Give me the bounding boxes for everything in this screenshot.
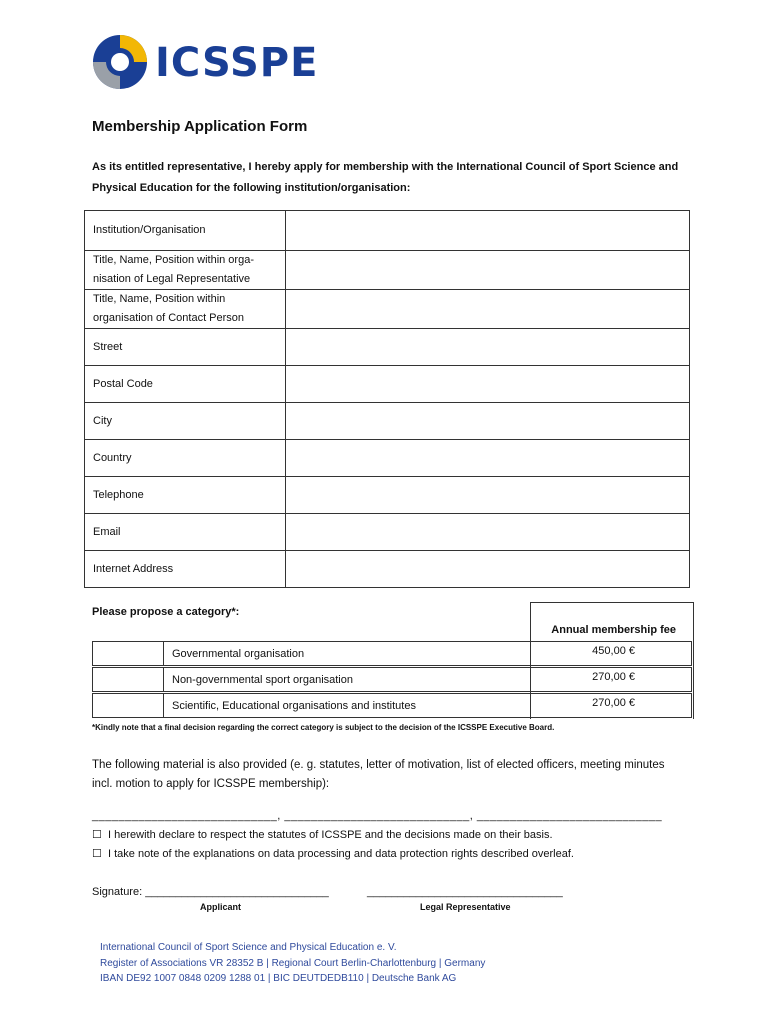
footer <box>100 940 485 987</box>
category-checkbox[interactable] <box>92 667 164 692</box>
field-label: Email <box>85 514 286 551</box>
table-row <box>85 211 690 251</box>
material-text: The following material is also provided (e. g. statutes, letter of motivation, list of elected officers, meeting minutes incl. motion to apply for ICSSPE membership): <box>92 759 665 790</box>
field-label: Title, Name, Position within organisation of Contact Person <box>85 290 286 329</box>
declaration-item <box>92 847 574 860</box>
declaration-checkbox[interactable]: ☐ <box>92 829 102 841</box>
field-label: City <box>85 403 286 440</box>
field-label: Telephone <box>85 477 286 514</box>
field-input[interactable] <box>286 329 690 366</box>
category-name: Governmental organisation <box>172 648 305 660</box>
declaration-checkbox[interactable]: ☐ <box>92 848 102 860</box>
table-row <box>85 551 690 588</box>
footer-line: Register of Associations VR 28352 B | Regional Court Berlin-Charlottenburg | Germany <box>100 957 486 969</box>
table-row <box>85 251 690 290</box>
category-note: *Kindly note that a final decision regarding the correct category is subject to the decision of the ICSSPE Executive Board. <box>92 723 555 732</box>
logo-text: ICSSPE <box>155 40 319 86</box>
field-label: Internet Address <box>85 551 286 588</box>
table-row <box>85 403 690 440</box>
footer-line: IBAN DE92 1007 0848 0209 1288 01 | BIC DEUTDEDB110 | Deutsche Bank AG <box>100 973 457 984</box>
field-input[interactable] <box>286 403 690 440</box>
field-input[interactable] <box>286 440 690 477</box>
category-name: Scientific, Educational organisations and institutes <box>172 700 416 712</box>
field-label: Street <box>85 329 286 366</box>
table-row <box>85 477 690 514</box>
table-row <box>85 290 690 329</box>
declaration-text: I herewith declare to respect the statutes of ICSSPE and the decisions made on their basis. <box>108 829 553 841</box>
legal-representative-caption: Legal Representative <box>420 902 511 912</box>
category-checkbox[interactable] <box>92 641 164 666</box>
intro-text: As its entitled representative, I hereby apply for membership with the International Council of Sport Science and Physical Education for the following institution/organisation: <box>92 161 679 194</box>
category-checkbox[interactable] <box>92 693 164 718</box>
signature-line-legal[interactable]: ________________________________ <box>367 886 563 898</box>
page-title: Membership Application Form <box>92 118 308 135</box>
field-input[interactable] <box>286 514 690 551</box>
category-fee: 270,00 € <box>592 671 635 683</box>
fee-header: Annual membership fee <box>551 624 676 636</box>
footer-line: International Council of Sport Science and Physical Education e. V. <box>100 942 397 953</box>
field-input[interactable] <box>286 551 690 588</box>
category-fee: 450,00 € <box>592 645 635 657</box>
field-input[interactable] <box>286 251 690 290</box>
field-input[interactable] <box>286 211 690 251</box>
category-fee: 270,00 € <box>592 697 635 709</box>
field-input[interactable] <box>286 366 690 403</box>
material-blanks[interactable]: ____________________________, ____________________________, ____________________________ <box>92 810 663 822</box>
signature-line-applicant[interactable]: Signature: ______________________________ <box>92 886 329 898</box>
category-name: Non-governmental sport organisation <box>172 674 353 686</box>
declaration-text: I take note of the explanations on data processing and data protection rights described overleaf. <box>108 848 574 860</box>
applicant-caption: Applicant <box>200 902 242 912</box>
field-input[interactable] <box>286 477 690 514</box>
field-label: Institution/Organisation <box>85 211 286 251</box>
declaration-item <box>92 828 553 841</box>
table-row <box>85 366 690 403</box>
field-label: Title, Name, Position within orga-nisation of Legal Representative <box>85 251 286 290</box>
field-label: Country <box>85 440 286 477</box>
field-label: Postal Code <box>85 366 286 403</box>
application-fields-table <box>84 210 690 588</box>
table-row <box>85 514 690 551</box>
table-row <box>85 329 690 366</box>
field-input[interactable] <box>286 290 690 329</box>
category-label: Please propose a category*: <box>92 606 240 618</box>
table-row <box>85 440 690 477</box>
